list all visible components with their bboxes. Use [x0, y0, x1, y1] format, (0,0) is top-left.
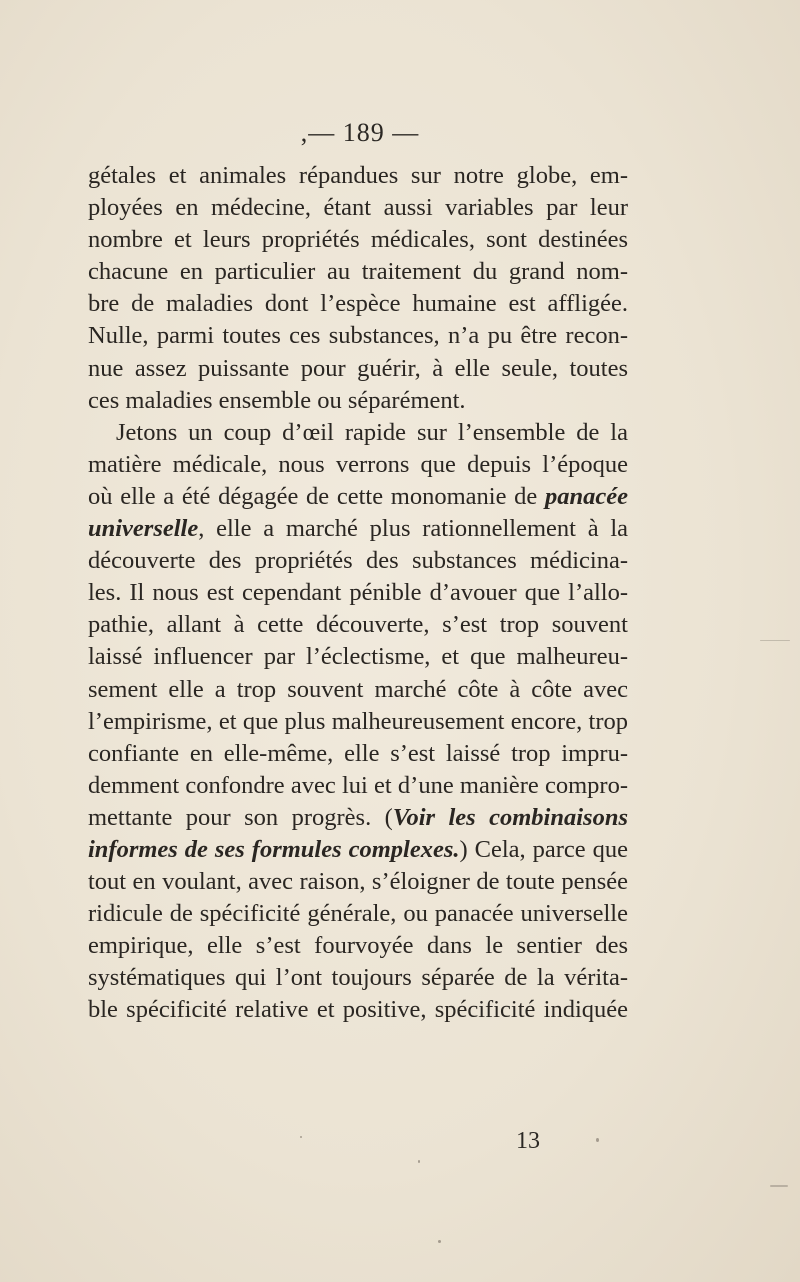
text-line: [88, 994, 628, 1026]
paper-speck: [770, 1185, 788, 1187]
paper-speck: [596, 1138, 599, 1142]
text-line: [88, 609, 628, 641]
text-segment: Jetons un coup d’œil rapide sur l’ensemble de la: [116, 418, 628, 446]
text-line: [88, 288, 628, 320]
text-line: [88, 192, 628, 224]
text-line: [88, 545, 628, 577]
text-segment: où elle a été dégagée de cette monomanie de: [88, 482, 545, 510]
paper-speck: [300, 1136, 302, 1138]
text-line: [88, 320, 628, 352]
text-line: [88, 738, 628, 770]
italic-text: informes de ses formules complexes.: [88, 835, 460, 863]
text-segment: , elle a marché plus rationnellement à la: [198, 515, 628, 543]
text-line: [88, 577, 628, 609]
italic-text: universelle: [88, 515, 199, 543]
text-segment: confiante en elle-même, elle s’est laissé trop impru-: [88, 739, 628, 767]
paper-speck: [760, 640, 790, 641]
text-segment: ployées en médecine, étant aussi variables par leur: [88, 194, 628, 222]
text-segment: chacune en particulier au traitement du grand nom-: [88, 258, 628, 286]
text-segment: découverte des propriétés des substances médicina-: [88, 547, 628, 575]
text-line: [88, 449, 628, 481]
text-segment: pathie, allant à cette découverte, s’est trop souvent: [88, 611, 628, 639]
text-line: [88, 834, 628, 866]
text-line: [88, 706, 628, 738]
text-segment: mettante pour son progrès. (: [88, 803, 393, 831]
italic-text: panacée: [545, 482, 628, 510]
text-line: [88, 160, 628, 192]
text-segment: ces maladies ensemble ou séparément.: [88, 386, 466, 414]
paper-speck: [438, 1240, 441, 1243]
text-line: [88, 641, 628, 673]
text-segment: l’empirisme, et que plus malheureusement encore, trop: [88, 707, 628, 735]
paper-speck: [418, 1160, 420, 1163]
body-text: [88, 160, 628, 1027]
text-line: [88, 802, 628, 834]
text-segment: tout en voulant, avec raison, s’éloigner de toute pensée: [88, 868, 628, 896]
text-segment: laissé influencer par l’éclectisme, et que malheureu-: [88, 643, 628, 671]
text-segment: demment confondre avec lui et d’une manière compro-: [88, 771, 628, 799]
text-line: [88, 962, 628, 994]
italic-text: Voir les combinaisons: [392, 803, 628, 831]
text-segment: bre de maladies dont l’espèce humaine est affligée.: [88, 290, 628, 318]
text-line: [88, 866, 628, 898]
text-line: [88, 385, 628, 417]
text-segment: sement elle a trop souvent marché côte à côte avec: [88, 675, 628, 703]
text-line: [88, 930, 628, 962]
text-segment: Nulle, parmi toutes ces substances, n’a pu être recon-: [88, 322, 628, 350]
text-segment: ble spécificité relative et positive, spécificité indiquée: [88, 996, 628, 1024]
page-header: ,— 189 —: [300, 118, 420, 147]
text-segment: nue assez puissante pour guérir, à elle seule, toutes: [88, 354, 628, 382]
text-segment: nombre et leurs propriétés médicales, sont destinées: [88, 226, 628, 254]
text-line: [88, 770, 628, 802]
text-segment: systématiques qui l’ont toujours séparée de la vérita-: [88, 964, 628, 992]
text-line: [88, 256, 628, 288]
text-line: [88, 353, 628, 385]
text-segment: ridicule de spécificité générale, ou panacée universelle: [88, 900, 628, 928]
text-line: [88, 898, 628, 930]
text-line: [88, 481, 628, 513]
text-line: [88, 513, 628, 545]
text-segment: les. Il nous est cependant pénible d’avouer que l’allo-: [88, 579, 628, 607]
text-line: [88, 674, 628, 706]
text-segment: empirique, elle s’est fourvoyée dans le sentier des: [88, 932, 628, 960]
signature-mark: 13: [516, 1128, 540, 1154]
text-segment: ) Cela, parce que: [459, 835, 628, 863]
text-segment: gétales et animales répandues sur notre globe, em-: [88, 162, 628, 189]
text-line: [88, 224, 628, 256]
text-line: [88, 417, 628, 449]
text-segment: matière médicale, nous verrons que depuis l’époque: [88, 450, 628, 478]
